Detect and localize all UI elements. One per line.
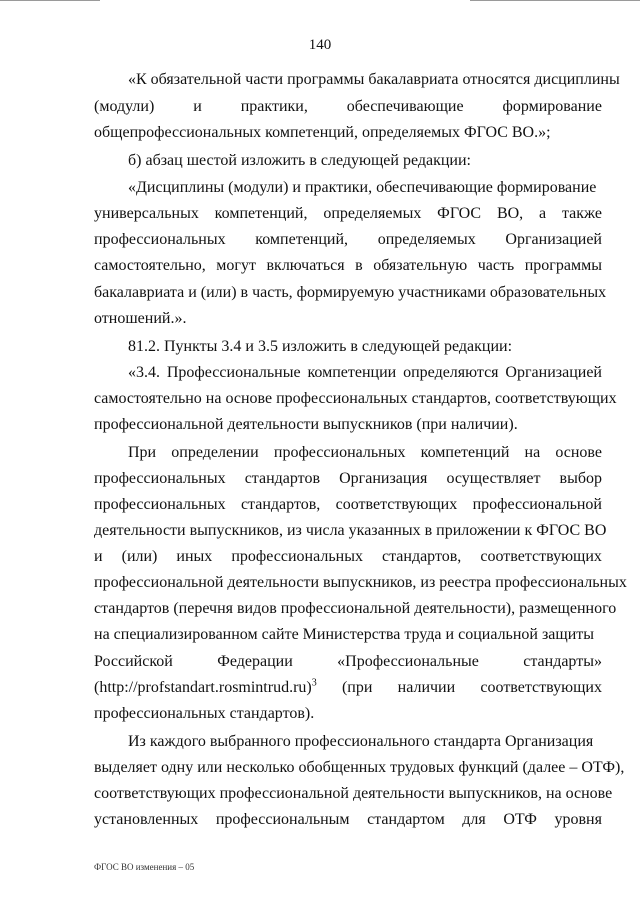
text-line: отношений.». xyxy=(94,310,187,327)
text-line: и (или) иных профессиональных стандартов, соответствующих xyxy=(94,548,602,565)
text-line: «Дисциплины (модули) и практики, обеспечивающие формирование xyxy=(128,179,597,196)
text-line: профессиональной деятельности выпускников, из реестра профессиональных xyxy=(94,574,627,591)
text-line: Российской Федерации «Профессиональные стандарты» xyxy=(94,653,602,670)
text-line: установленных профессиональным стандартом для ОТФ уровня xyxy=(94,811,602,828)
text-line: б) абзац шестой изложить в следующей редакции: xyxy=(128,152,471,169)
text-line: профессиональной деятельности выпускников (при наличии). xyxy=(94,416,518,433)
page-number: 140 xyxy=(308,37,332,53)
text-line: на специализированном сайте Министерства труда и социальной защиты xyxy=(94,626,595,643)
text-line: выделяет одну или несколько обобщенных трудовых функций (далее – ОТФ), xyxy=(94,759,625,776)
scan-edge-right xyxy=(470,0,640,1)
text-line: «3.4. Профессиональные компетенции определяются Организацией xyxy=(128,364,602,381)
text-line: бакалавриата и (или) в часть, формируемую участниками образовательных xyxy=(94,284,607,301)
text-line: универсальных компетенций, определяемых ФГОС ВО, а также xyxy=(94,205,602,222)
text-line: соответствующих профессиональной деятельности выпускников, на основе xyxy=(94,785,613,802)
text-line: При определении профессиональных компетенций на основе xyxy=(128,444,602,461)
text-line: профессиональных стандартов, соответствующих профессиональной xyxy=(94,496,602,513)
footnote-marker: 3 xyxy=(311,677,317,689)
text-line: Из каждого выбранного профессионального стандарта Организация xyxy=(128,733,594,750)
text-line: самостоятельно, могут включаться в обязательную часть программы xyxy=(94,257,602,274)
text-line: стандартов (перечня видов профессиональной деятельности), размещенного xyxy=(94,600,617,617)
text-line: профессиональных компетенций, определяемых Организацией xyxy=(94,231,602,248)
text-line: деятельности выпускников, из числа указанных в приложении к ФГОС ВО xyxy=(94,522,607,539)
text-line: (модули) и практики, обеспечивающие формирование xyxy=(94,98,602,115)
text-line: (http://profstandart.rosmintrud.ru)$^3$ (при наличии соответствующих xyxy=(94,677,602,696)
text-line: общепрофессиональных компетенций, определяемых ФГОС ВО.»; xyxy=(94,124,551,141)
text-line: профессиональных стандартов). xyxy=(94,705,315,722)
footer-label: ФГОС ВО изменения – 05 xyxy=(94,862,195,872)
text-line: 81.2. Пункты 3.4 и 3.5 изложить в следующей редакции: xyxy=(128,338,513,355)
scan-edge-left xyxy=(0,0,100,1)
text-line: профессиональных стандартов Организация осуществляет выбор xyxy=(94,470,602,487)
text-line: самостоятельно на основе профессиональных стандартов, соответствующих xyxy=(94,390,617,407)
text-line: «К обязательной части программы бакалавриата относятся дисциплины xyxy=(128,71,620,88)
